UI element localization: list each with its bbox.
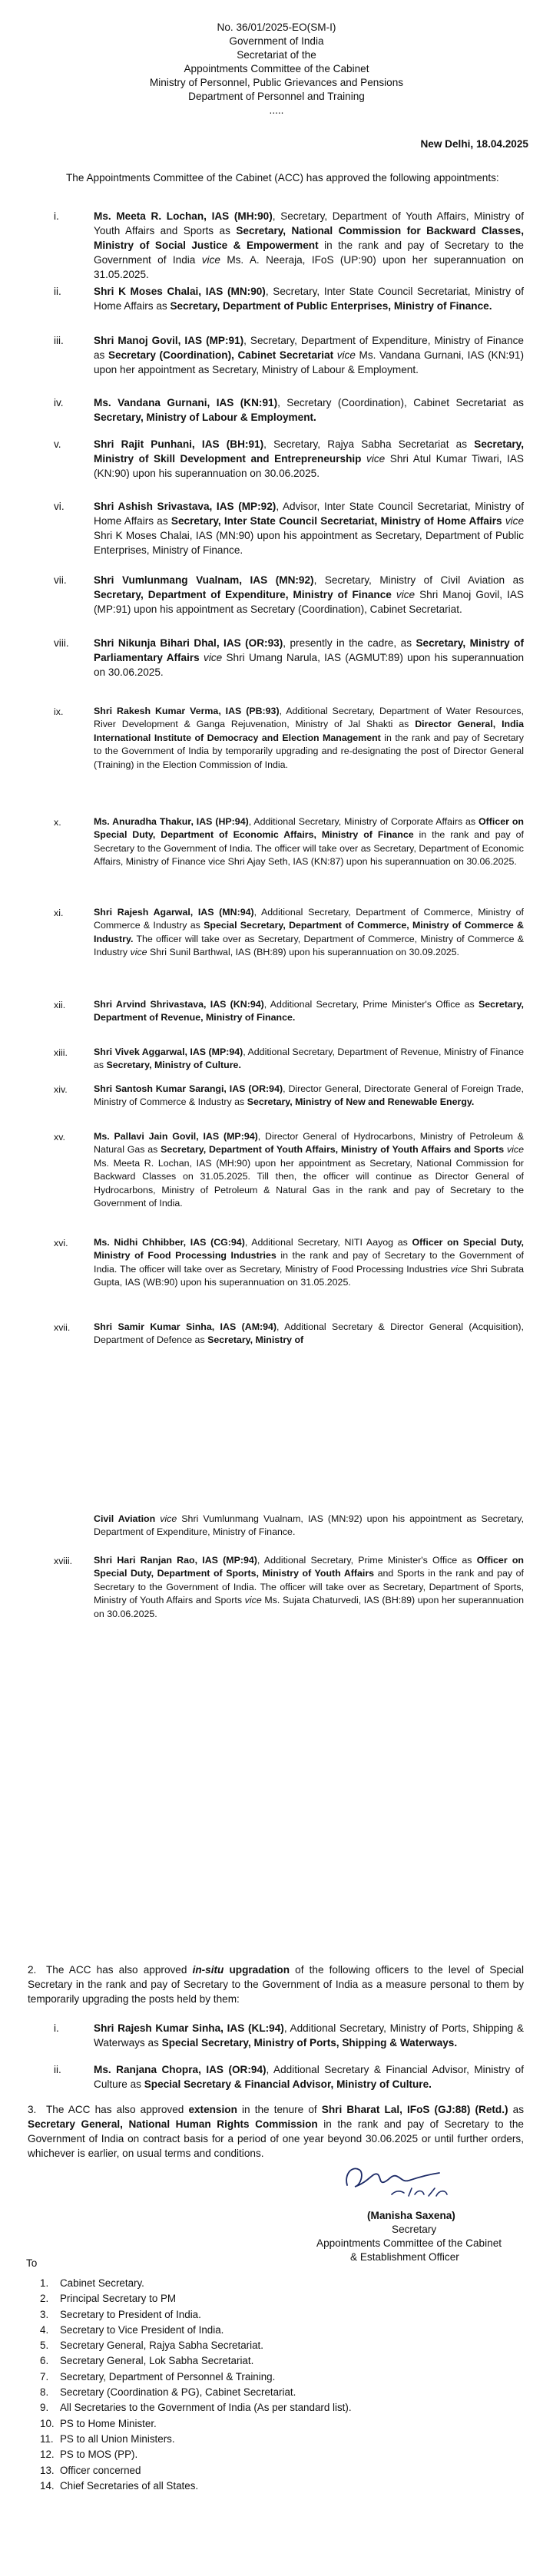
appointment-number: xv. bbox=[54, 1132, 65, 1143]
distribution-number: 7. bbox=[40, 2370, 49, 2383]
vice-word: vice bbox=[396, 589, 416, 600]
distribution-item bbox=[40, 2323, 531, 2338]
appointed-post: Secretary, Department of Revenue, Ministry of Finance. bbox=[94, 999, 524, 1023]
insitu-number: i. bbox=[54, 2022, 59, 2034]
officer-name: Shri Rajit Punhani, IAS (BH:91) bbox=[94, 438, 264, 450]
vice-word: vice bbox=[366, 453, 386, 465]
vice-word: vice bbox=[506, 1144, 524, 1156]
distribution-item bbox=[40, 2291, 531, 2306]
distribution-recipient: PS to MOS (PP). bbox=[60, 2449, 138, 2461]
appointment-text bbox=[94, 395, 524, 425]
insitu-number: ii. bbox=[54, 2064, 61, 2075]
vice-word: vice bbox=[130, 947, 147, 958]
appointment-number: iii. bbox=[54, 335, 64, 346]
appointment-text bbox=[94, 1321, 524, 1348]
distribution-item bbox=[40, 2307, 531, 2323]
appointed-post: Officer on Special Duty, Ministry of Food Processing Industries bbox=[94, 1237, 524, 1262]
appointment-detail: , Additional Secretary, Prime Minister's Office as bbox=[257, 1555, 477, 1566]
appointment-text bbox=[94, 705, 524, 772]
appointed-post: Secretary, Ministry of Labour & Employment. bbox=[94, 412, 316, 423]
header-secretariat: Secretariat of the bbox=[237, 49, 316, 61]
appointed-post: Secretary, Ministry of Skill Development and Entrepreneurship bbox=[94, 438, 524, 465]
appointment-detail: Shri Umang Narula, IAS (AGMUT:89) upon his superannuation on 30.06.2025. bbox=[94, 652, 525, 678]
appointment-text bbox=[94, 998, 524, 1025]
vice-word: vice bbox=[450, 1263, 468, 1275]
distribution-recipient: Secretary, Department of Personnel & Training. bbox=[60, 2370, 276, 2383]
appointed-post: Director General, India International Institute of Democracy and Election Management bbox=[94, 719, 524, 743]
appointment-detail: Ms. Meeta R. Lochan, IAS (MH:90) upon her appointment as Secretary, National Commission for Backward Classes on 31.05.2025. Till then, the officer will continue as Director General of Hydrocarbons, Ministry of Petroleum & Natural Gas in the rank and pay of Secretary to the Government of India. bbox=[94, 1157, 524, 1209]
vice-word: vice bbox=[336, 349, 356, 361]
officer-name: Shri Vumlunmang Vualnam, IAS (MN:92) bbox=[94, 574, 314, 586]
distribution-number: 1. bbox=[40, 2277, 49, 2289]
distribution-number: 8. bbox=[40, 2386, 49, 2399]
distribution-number: 3. bbox=[40, 2308, 49, 2320]
paragraph-3-officer: Shri Bharat Lal, IFoS (GJ:88) (Retd.) bbox=[321, 2104, 508, 2115]
officer-name: Ms. Nidhi Chhibber, IAS (CG:94) bbox=[94, 1237, 245, 1248]
appointment-detail: , Additional Secretary & Director General (Acquisition), Department of Defence as bbox=[94, 1321, 524, 1346]
paragraph-3-extension: extension bbox=[188, 2104, 237, 2115]
appointment-number: x. bbox=[54, 817, 61, 828]
appointment-text bbox=[94, 1083, 524, 1109]
distribution-recipient: PS to Home Minister. bbox=[60, 2417, 157, 2429]
distribution-recipient: Cabinet Secretary. bbox=[60, 2277, 144, 2289]
officer-name: Shri Samir Kumar Sinha, IAS (AM:94) bbox=[94, 1321, 277, 1332]
paragraph-2-number: 2. bbox=[28, 1964, 37, 1976]
appointment-detail: Shri K Moses Chalai, IAS (MN:90) upon his appointment as Secretary, Department of Public Enterprises, Ministry of Finance. bbox=[94, 530, 524, 556]
appointment-text bbox=[94, 1513, 524, 1539]
appointment-number: v. bbox=[54, 438, 61, 450]
appointed-post: Secretary, Ministry of Culture. bbox=[106, 1060, 241, 1071]
appointment-detail: in the rank and pay of Secretary to the Government of India. The officer will take over as Secretary, Ministry of Food Processing Industries bbox=[94, 1250, 524, 1275]
appointment-number: xiii. bbox=[54, 1047, 68, 1058]
officer-name: Shri Manoj Govil, IAS (MP:91) bbox=[94, 335, 244, 346]
upgraded-post: Special Secretary & Financial Advisor, Ministry of Culture. bbox=[144, 2078, 432, 2090]
distribution-number: 12. bbox=[40, 2449, 55, 2461]
appointment-detail: , Additional Secretary, Department of Revenue, Ministry of Finance as bbox=[94, 1047, 524, 1071]
appointment-detail: , Advisor, Inter State Council Secretariat, Ministry of Home Affairs as bbox=[94, 501, 525, 527]
appointment-number: xii. bbox=[54, 1000, 66, 1010]
appointment-detail: , Secretary, Inter State Council Secretariat, Ministry of Home Affairs as bbox=[94, 286, 524, 312]
distribution-recipient: Secretary to President of India. bbox=[60, 2308, 201, 2320]
to-label: To bbox=[26, 2257, 38, 2269]
distribution-number: 6. bbox=[40, 2355, 49, 2367]
officer-name: Shri K Moses Chalai, IAS (MN:90) bbox=[94, 286, 266, 297]
distribution-item bbox=[40, 2400, 531, 2416]
appointment-number: xvi. bbox=[54, 1238, 68, 1248]
paragraph-2 bbox=[28, 1963, 524, 2006]
distribution-recipient: Secretary General, Rajya Sabha Secretariat. bbox=[60, 2340, 263, 2352]
officer-name: Shri Rajesh Agarwal, IAS (MN:94) bbox=[94, 907, 254, 918]
appointment-number: ix. bbox=[54, 706, 64, 717]
paragraph-2-text-1: The ACC has also approved bbox=[46, 1964, 193, 1976]
distribution-recipient: Secretary (Coordination & PG), Cabinet Secretariat. bbox=[60, 2386, 296, 2399]
appointment-text bbox=[94, 636, 524, 680]
distribution-recipient: Officer concerned bbox=[60, 2464, 141, 2476]
appointed-post: Civil Aviation bbox=[94, 1513, 156, 1524]
appointment-number: xvii. bbox=[54, 1322, 71, 1333]
appointment-detail: Shri Subrata Gupta, IAS (WB:90) upon his superannuation on 31.05.2025. bbox=[94, 1263, 524, 1288]
officer-name: Shri Arvind Shrivastava, IAS (KN:94) bbox=[94, 999, 264, 1010]
distribution-item bbox=[40, 2353, 531, 2369]
appointment-text bbox=[94, 1236, 524, 1290]
paragraph-3-text-3: as bbox=[508, 2104, 524, 2115]
distribution-recipient: All Secretaries to the Government of India (As per standard list). bbox=[60, 2402, 352, 2414]
appointment-number: vii. bbox=[54, 574, 67, 586]
appointment-detail: , Additional Secretary, Prime Minister's Office as bbox=[263, 999, 478, 1010]
appointed-post: Special Secretary, Department of Commerce, Ministry of Commerce & Industry. bbox=[94, 920, 524, 944]
appointment-detail: The officer will take over as Secretary, Department of Commerce, Ministry of Commerce & Industry bbox=[94, 933, 524, 958]
distribution-recipient: Chief Secretaries of all States. bbox=[60, 2479, 199, 2492]
appointment-detail: and Sports in the rank and pay of Secretary to the Government of India. The officer will take over as Secretary, Department of Sports, Ministry of Youth Affairs and Sports bbox=[94, 1568, 524, 1606]
appointment-detail: , Additional Secretary, Department of Water Resources, River Development & Ganga Rejuvenation, Ministry of Jal Shakti as bbox=[94, 706, 524, 730]
officer-name: Shri Nikunja Bihari Dhal, IAS (OR:93) bbox=[94, 637, 283, 649]
appointment-detail: in the rank and pay of Secretary to the Government of India. The officer will take over as Secretary, Department of Economic Affairs, Ministry of Finance vice Shri Ajay Seth, IAS (KN:87) upon his superannuation on 30.06.2025. bbox=[94, 829, 524, 868]
appointment-detail: , Secretary, Rajya Sabha Secretariat as bbox=[263, 438, 475, 450]
appointed-post: Secretary, Ministry of bbox=[207, 1334, 304, 1346]
appointment-text bbox=[94, 499, 524, 557]
appointed-post: Secretary, Ministry of New and Renewable Energy. bbox=[247, 1096, 475, 1108]
distribution-list bbox=[40, 2276, 531, 2494]
appointment-detail: , Secretary, Department of Youth Affairs, Ministry of Youth Affairs and Sports as bbox=[94, 210, 524, 236]
appointment-text bbox=[94, 1130, 524, 1210]
appointed-post: Secretary, Department of Youth Affairs, Ministry of Youth Affairs and Sports bbox=[161, 1144, 505, 1156]
insitu-detail: , Additional Secretary, Ministry of Ports, Shipping & Waterways as bbox=[94, 2022, 524, 2049]
appointment-text bbox=[94, 1554, 524, 1621]
appointed-post: Secretary, National Commission for Backward Classes, Ministry of Social Justice & Empowerment bbox=[94, 225, 524, 251]
appointment-text bbox=[94, 573, 524, 617]
appointment-number: xi. bbox=[54, 908, 64, 918]
distribution-item bbox=[40, 2478, 531, 2494]
vice-word: vice bbox=[505, 515, 525, 527]
appointment-detail: , Additional Secretary, Department of Commerce, Ministry of Commerce & Industry as bbox=[94, 907, 524, 931]
distribution-item bbox=[40, 2276, 531, 2291]
distribution-recipient: Secretary to Vice President of India. bbox=[60, 2323, 224, 2336]
vice-word: vice bbox=[201, 254, 220, 266]
header-acc: Appointments Committee of the Cabinet bbox=[184, 63, 369, 74]
distribution-item bbox=[40, 2369, 531, 2385]
paragraph-3-post: Secretary General, National Human Rights Commission bbox=[28, 2118, 318, 2130]
distribution-item bbox=[40, 2385, 531, 2400]
paragraph-3-text-2: in the tenure of bbox=[237, 2104, 322, 2115]
appointment-number: xiv. bbox=[54, 1084, 68, 1095]
appointed-post: Secretary, Inter State Council Secretariat, Ministry of Home Affairs bbox=[171, 515, 502, 527]
appointment-detail: , Director General of Hydrocarbons, Ministry of Petroleum & Natural Gas as bbox=[94, 1131, 524, 1156]
distribution-item bbox=[40, 2432, 531, 2447]
appointment-number: xviii. bbox=[54, 1556, 73, 1566]
header-dots: ..... bbox=[269, 104, 284, 116]
officer-name: Ms. Vandana Gurnani, IAS (KN:91) bbox=[94, 397, 278, 408]
officer-name: Shri Vivek Aggarwal, IAS (MP:94) bbox=[94, 1047, 243, 1057]
distribution-recipient: PS to all Union Ministers. bbox=[60, 2432, 175, 2445]
appointment-text bbox=[94, 209, 524, 282]
appointment-number: iv. bbox=[54, 397, 64, 408]
officer-name: Ms. Anuradha Thakur, IAS (HP:94) bbox=[94, 816, 249, 827]
signatory-designation: Secretary bbox=[392, 2224, 437, 2235]
insitu-detail: , Additional Secretary & Financial Advisor, Ministry of Culture as bbox=[94, 2064, 524, 2090]
appointment-detail: Ms. Vandana Gurnani, IAS (KN:91) upon her appointment as Secretary, Ministry of Labour & Employment. bbox=[94, 349, 524, 375]
officer-name: Shri Santosh Kumar Sarangi, IAS (OR:94) bbox=[94, 1083, 283, 1094]
paragraph-3-text-4: in the rank and pay of Secretary to the Government of India on contract basis for a period of one year beyond 30.06.2025 or until further orders, whichever is earlier, on usual terms and conditions. bbox=[28, 2118, 524, 2159]
order-date: New Delhi, 18.04.2025 bbox=[420, 138, 528, 150]
upgraded-post: Special Secretary, Ministry of Ports, Shipping & Waterways. bbox=[161, 2037, 458, 2049]
appointment-text bbox=[94, 437, 524, 481]
distribution-number: 4. bbox=[40, 2323, 49, 2336]
appointed-post: Secretary, Ministry of Parliamentary Affairs bbox=[94, 637, 525, 663]
appointment-detail: Ms. A. Neeraja, IFoS (UP:90) upon her superannuation on 31.05.2025. bbox=[94, 254, 524, 280]
signatory-office-1: Appointments Committee of the Cabinet bbox=[316, 2237, 502, 2249]
distribution-number: 11. bbox=[40, 2432, 54, 2445]
appointment-detail: , presently in the cadre, as bbox=[283, 637, 416, 649]
vice-word: vice bbox=[204, 652, 223, 663]
distribution-recipient: Secretary General, Lok Sabha Secretariat. bbox=[60, 2355, 254, 2367]
appointment-number: i. bbox=[54, 210, 59, 222]
officer-name: Shri Ashish Srivastava, IAS (MP:92) bbox=[94, 501, 276, 512]
appointment-number: vi. bbox=[54, 501, 65, 512]
appointment-detail: , Secretary (Coordination), Cabinet Secretariat as bbox=[277, 397, 524, 408]
vice-word: vice bbox=[244, 1595, 262, 1606]
appointment-number: viii. bbox=[54, 637, 69, 649]
header-government: Government of India bbox=[229, 35, 324, 47]
distribution-number: 9. bbox=[40, 2402, 49, 2414]
paragraph-3-text-1: The ACC has also approved bbox=[46, 2104, 189, 2115]
distribution-item bbox=[40, 2463, 531, 2478]
appointed-post: Officer on Special Duty, Department of Economic Affairs, Ministry of Finance bbox=[94, 816, 525, 841]
appointment-detail: , Additional Secretary, NITI Aayog as bbox=[244, 1237, 412, 1248]
file-number: No. 36/01/2025-EO(SM-I) bbox=[217, 21, 336, 33]
appointment-text bbox=[94, 906, 524, 960]
appointed-post: Secretary, Department of Public Enterprises, Ministry of Finance. bbox=[170, 300, 492, 312]
insitu-text bbox=[94, 2062, 524, 2092]
appointment-detail: Shri Manoj Govil, IAS (MP:91) upon his appointment as Secretary (Coordination), Cabinet Secretariat. bbox=[94, 589, 525, 615]
appointment-detail: Shri Vumlunmang Vualnam, IAS (MN:92) upon his appointment as Secretary, Department of Expenditure, Ministry of Finance. bbox=[94, 1513, 525, 1538]
intro-paragraph: The Appointments Committee of the Cabinet (ACC) has approved the following appointments: bbox=[66, 172, 499, 184]
distribution-number: 14. bbox=[40, 2479, 55, 2492]
distribution-item bbox=[40, 2416, 531, 2432]
appointment-text bbox=[94, 815, 524, 869]
appointed-post: Secretary, Department of Expenditure, Ministry of Finance bbox=[94, 589, 392, 600]
distribution-number: 5. bbox=[40, 2340, 49, 2352]
appointment-detail: , Secretary, Ministry of Civil Aviation as bbox=[313, 574, 524, 586]
officer-name: Shri Rakesh Kumar Verma, IAS (PB:93) bbox=[94, 706, 280, 716]
officer-name: Ms. Ranjana Chopra, IAS (OR:94) bbox=[94, 2064, 267, 2075]
appointment-text bbox=[94, 284, 524, 313]
signatory-name: (Manisha Saxena) bbox=[367, 2210, 455, 2221]
header-department: Department of Personnel and Training bbox=[188, 91, 365, 102]
appointment-text bbox=[94, 1046, 524, 1073]
handwritten-signature bbox=[338, 2151, 453, 2205]
appointment-detail: , Additional Secretary, Ministry of Corporate Affairs as bbox=[248, 816, 479, 827]
appointment-detail: in the rank and pay of Secretary to the Government of India by temporarily upgrading and re-designating the post of Director General (Training) in the Election Commission of India. bbox=[94, 732, 525, 770]
officer-name: Shri Rajesh Kumar Sinha, IAS (KL:94) bbox=[94, 2022, 284, 2034]
appointed-post: Secretary (Coordination), Cabinet Secretariat bbox=[108, 349, 334, 361]
appointment-detail: , Secretary, Department of Expenditure, Ministry of Finance as bbox=[94, 335, 524, 361]
paragraph-2-insitu: in-situ bbox=[192, 1964, 224, 1976]
appointment-text bbox=[94, 333, 524, 377]
appointment-number: ii. bbox=[54, 286, 61, 297]
distribution-number: 13. bbox=[40, 2464, 55, 2476]
distribution-recipient: Principal Secretary to PM bbox=[60, 2293, 177, 2305]
appointment-detail: Shri Atul Kumar Tiwari, IAS (KN:90) upon his superannuation on 30.06.2025. bbox=[94, 453, 524, 479]
distribution-item bbox=[40, 2338, 531, 2353]
vice-word: vice bbox=[160, 1513, 177, 1524]
paragraph-2-text-2: of the following officers to the level of Special Secretary in the rank and pay of Secretary to the Government of India as a measure personal to them by temporarily upgrading the posts held by them: bbox=[28, 1964, 524, 2005]
appointment-detail: , Director General, Directorate General of Foreign Trade, Ministry of Commerce & Industry as bbox=[94, 1083, 524, 1108]
distribution-number: 10. bbox=[40, 2417, 55, 2429]
appointment-detail: Ms. Sujata Chaturvedi, IAS (BH:89) upon her superannuation on 30.06.2025. bbox=[94, 1595, 524, 1619]
distribution-number: 2. bbox=[40, 2293, 49, 2305]
distribution-item bbox=[40, 2447, 531, 2462]
officer-name: Ms. Meeta R. Lochan, IAS (MH:90) bbox=[94, 210, 273, 222]
officer-name: Shri Hari Ranjan Rao, IAS (MP:94) bbox=[94, 1555, 257, 1566]
appointment-detail: in the rank and pay of Secretary to the Government of India bbox=[94, 240, 524, 266]
header-ministry: Ministry of Personnel, Public Grievances and Pensions bbox=[149, 77, 404, 88]
signatory-office-2: & Establishment Officer bbox=[350, 2251, 459, 2263]
paragraph-2-upgradation: upgradation bbox=[224, 1964, 290, 1976]
appointment-detail: Shri Sunil Barthwal, IAS (BH:89) upon his superannuation on 30.09.2025. bbox=[147, 947, 459, 958]
officer-name: Ms. Pallavi Jain Govil, IAS (MP:94) bbox=[94, 1131, 258, 1142]
appointed-post: Officer on Special Duty, Department of Sports, Ministry of Youth Affairs bbox=[94, 1555, 524, 1579]
paragraph-3-number: 3. bbox=[28, 2104, 37, 2115]
insitu-text bbox=[94, 2021, 524, 2050]
